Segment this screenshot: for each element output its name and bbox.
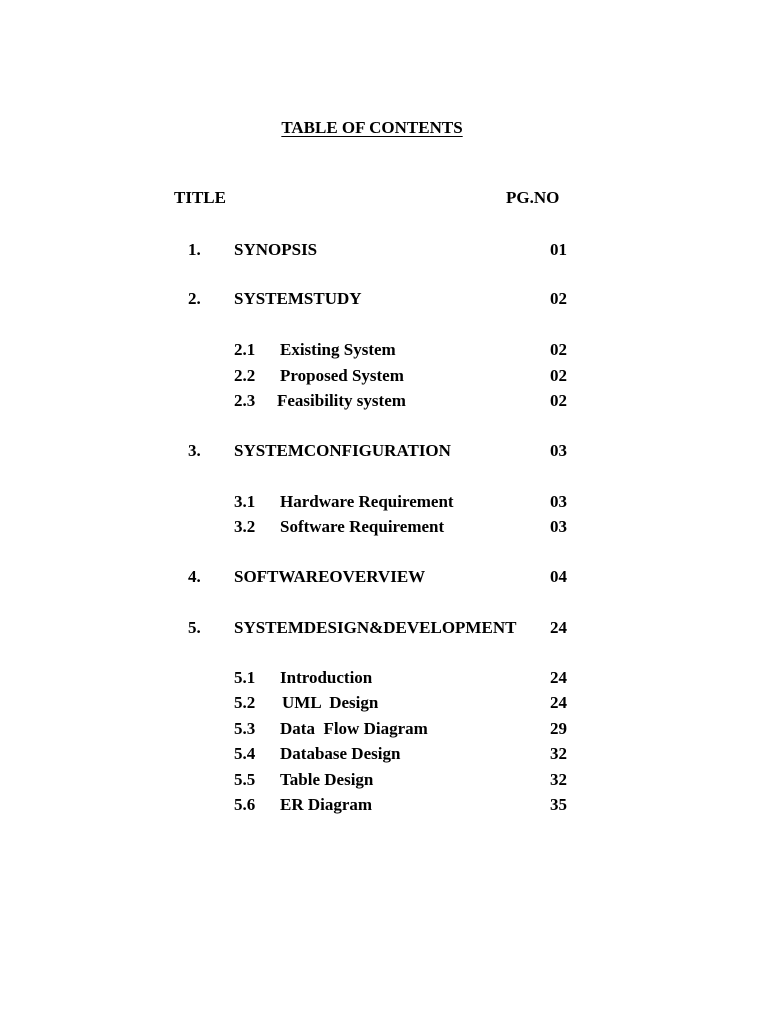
entry-label: Proposed System [280, 366, 404, 385]
entry-number: 5. [188, 618, 201, 637]
entry-number: 5.6 [234, 795, 256, 814]
entry-page: 32 [550, 770, 567, 789]
entry-page: 03 [550, 492, 567, 511]
entry-label: SOFTWAREOVERVIEW [234, 567, 426, 586]
entry-page: 24 [550, 693, 567, 712]
entry-number: 5.4 [234, 744, 256, 763]
entry-number: 2.1 [234, 340, 256, 359]
entry-page: 04 [550, 567, 567, 586]
entry-page: 03 [550, 517, 567, 536]
entry-number: 3. [188, 441, 201, 460]
entry-label: Feasibility system [277, 391, 406, 410]
entry-number: 4. [188, 567, 201, 586]
title-column-header: TITLE [174, 188, 226, 207]
entry-number: 5.5 [234, 770, 256, 789]
entry-page: 35 [550, 795, 567, 814]
entry-label: UML Design [282, 693, 379, 712]
entry-label: SYSTEMSTUDY [234, 289, 362, 308]
entry-page: 02 [550, 391, 567, 410]
entry-number: 3.2 [234, 517, 256, 536]
entry-label: Existing System [280, 340, 396, 359]
entry-page: 24 [550, 668, 567, 687]
entry-number: 5.2 [234, 693, 256, 712]
page-number-column-header: PG.NO [506, 188, 560, 207]
entry-page: 24 [550, 618, 567, 637]
entry-number: 5.1 [234, 668, 256, 687]
entry-page: 29 [550, 719, 567, 738]
entry-label: ER Diagram [280, 795, 373, 814]
entry-label: SYSTEMCONFIGURATION [234, 441, 451, 460]
entry-label: SYNOPSIS [234, 240, 318, 259]
entry-number: 2.2 [234, 366, 256, 385]
document-title: TABLE OF CONTENTS [281, 118, 463, 137]
entry-page: 32 [550, 744, 567, 763]
entry-number: 2.3 [234, 391, 256, 410]
entry-number: 5.3 [234, 719, 256, 738]
entry-label: Software Requirement [280, 517, 445, 536]
entry-label: Introduction [280, 668, 373, 687]
entry-page: 02 [550, 289, 567, 308]
entry-number: 1. [188, 240, 201, 259]
entry-number: 2. [188, 289, 201, 308]
entry-label: Table Design [280, 770, 374, 789]
entry-page: 03 [550, 441, 567, 460]
entry-label: Hardware Requirement [280, 492, 454, 511]
entry-page: 02 [550, 366, 567, 385]
entry-label: Data Flow Diagram [280, 719, 428, 738]
entry-label: SYSTEMDESIGN&DEVELOPMENT [234, 618, 517, 637]
entry-label: Database Design [280, 744, 401, 763]
entry-page: 01 [550, 240, 567, 259]
entry-page: 02 [550, 340, 567, 359]
entry-number: 3.1 [234, 492, 256, 511]
